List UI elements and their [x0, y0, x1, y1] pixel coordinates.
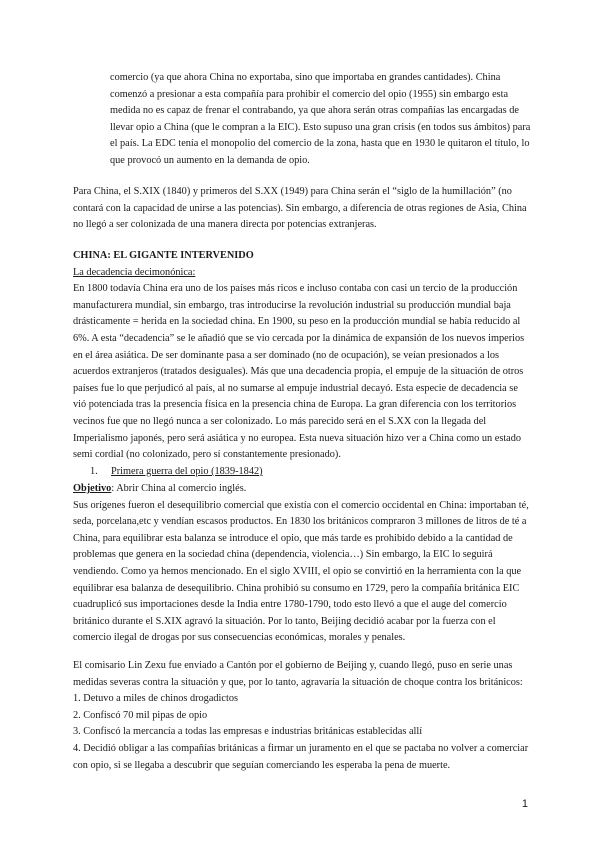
- measure-item: 1. Detuvo a miles de chinos drogadictos: [73, 693, 239, 705]
- section-heading-block: [73, 248, 533, 464]
- section-title: CHINA: EL GIGANTE INTERVENIDO: [73, 250, 254, 261]
- measure-item: 4. Decidió obligar a las compañías británicas a firmar un juramento en el que se pactaba no volver a comerciar con opio, si se llegaba a descubrir que seguían comerciando les esperaba la pena de muerte.: [73, 742, 529, 771]
- subsection-title: La decadencia decimonónica:: [73, 266, 196, 278]
- origins-paragraph: Sus orígenes fueron el desequilibrio comercial que existía con el comercio occidental en China: importaban té, seda, porcelana,etc y vendían escasos productos. En 1830 los británicos compraron 3 millones de litros de té a China, para equilibrar esta balanza se introduce el opio, que más tarde es prohibido debido a la cantidad de problemas que genera en la sociedad china (dependencia, violencia…) Sin embargo, la EIC lo seguirá vendiendo. Como ya hemos mencionado. En el siglo XVIII, el opio se convirtió en la herramienta con la que equilibrar esa balanza de desequilibrio. China prohibió su consumo en 1729, pero la compañía británica EIC cuadruplicó sus importaciones desde la India entre 1780-1790, todo esto llevó a que el auge del comercio británico durante el S.XIX agravó la situación. Por lo tanto, Beijing decidió acabar por la fuerza con el comercio ilegal de drogas por sus consecuencias económicas, morales y penales.: [73, 499, 529, 644]
- objective-text: : Abrir China al comercio inglés.: [111, 483, 247, 494]
- humiliation-paragraph-text: Para China, el S.XIX (1840) y primeros del S.XX (1949) para China serán el “siglo de la humillación” (no contará con la capacidad de unirse a las potencias). Sin embargo, a diferencia de otras regiones de Asia, China no llegó a ser colonizada de una manera directa por potencias extranjeras.: [73, 186, 527, 231]
- humiliation-paragraph: [73, 184, 533, 234]
- lin-section: [73, 658, 533, 774]
- decline-paragraph: En 1800 todavía China era uno de los países más ricos e incluso contaba con casi un tercio de la producción manufacturera mundial, sin embargo, tras introducirse la revolución industrial su producción mundial baja drásticamente = herida en la sociedad china. En 1900, su peso en la producción mundial se había reducido al 6%. A esta “decadencia” se le añadió que se vio cercada por la dinámica de expansión de los nuevos imperios en el área asiática. De ser dominante pasa a ser dominado (no de ocupación), se veían presionados a los acuerdos extranjeros (tratados desiguales). Más que una decadencia propia, el empuje de la situación de otros países fue lo que perjudicó al país, al no sumarse al empuje industrial decayó. Esta especie de decadencia se vió potenciada tras la presencia física en la presencia china de Europa. La gran diferencia con los territorios vecinos fue que no llegó nunca a ser colonizado. Lo más parecido será en el S.XX con la llegada del Imperialismo japonés, pero será asiática y no europea. Esta nueva situación hizo ver a China como un estado semi cordial (no colonizado, pero sí constantemente presionado).: [73, 283, 525, 461]
- lin-paragraph: El comisario Lin Zexu fue enviado a Cantón por el gobierno de Beijing y, cuando llegó, puso en serie unas medidas severas contra la situación y que, por lo tanto, agravaría la situación de choque contra los británicos:: [73, 660, 523, 688]
- war-number: 1.: [90, 466, 98, 477]
- measure-item: 3. Confiscó la mercancía a todas las empresas e industrias británicas establecidas allí: [73, 726, 423, 738]
- war-heading: [90, 464, 263, 481]
- war-content: [73, 481, 533, 647]
- page-number: 1: [521, 798, 528, 810]
- objective-line: [73, 481, 533, 498]
- war-title: Primera guerra del opio (1839-1842): [111, 466, 263, 477]
- top-paragraph: [110, 70, 533, 170]
- measure-item: 2. Confiscó 70 mil pipas de opio: [73, 709, 208, 721]
- top-paragraph-text: comercio (ya que ahora China no exportaba, sino que importaba en grandes cantidades). China comenzó a presionar a esta compañía para prohibir el comercio del opio (1955) sin embargo esta medida no es capaz de frenar el contrabando, ya que ahora serán otras compañías las encargadas de llevar opio a China (que le compran a la EIC). Esto supuso una gran crisis (en todos sus ámbitos) para el país. La EDC tenía el monopolio del comercio de la zona, hasta que en 1930 le quitaron el título, lo que provocó un aumento en la demanda de opio.: [110, 72, 531, 166]
- objective-label: Objetivo: [73, 483, 112, 494]
